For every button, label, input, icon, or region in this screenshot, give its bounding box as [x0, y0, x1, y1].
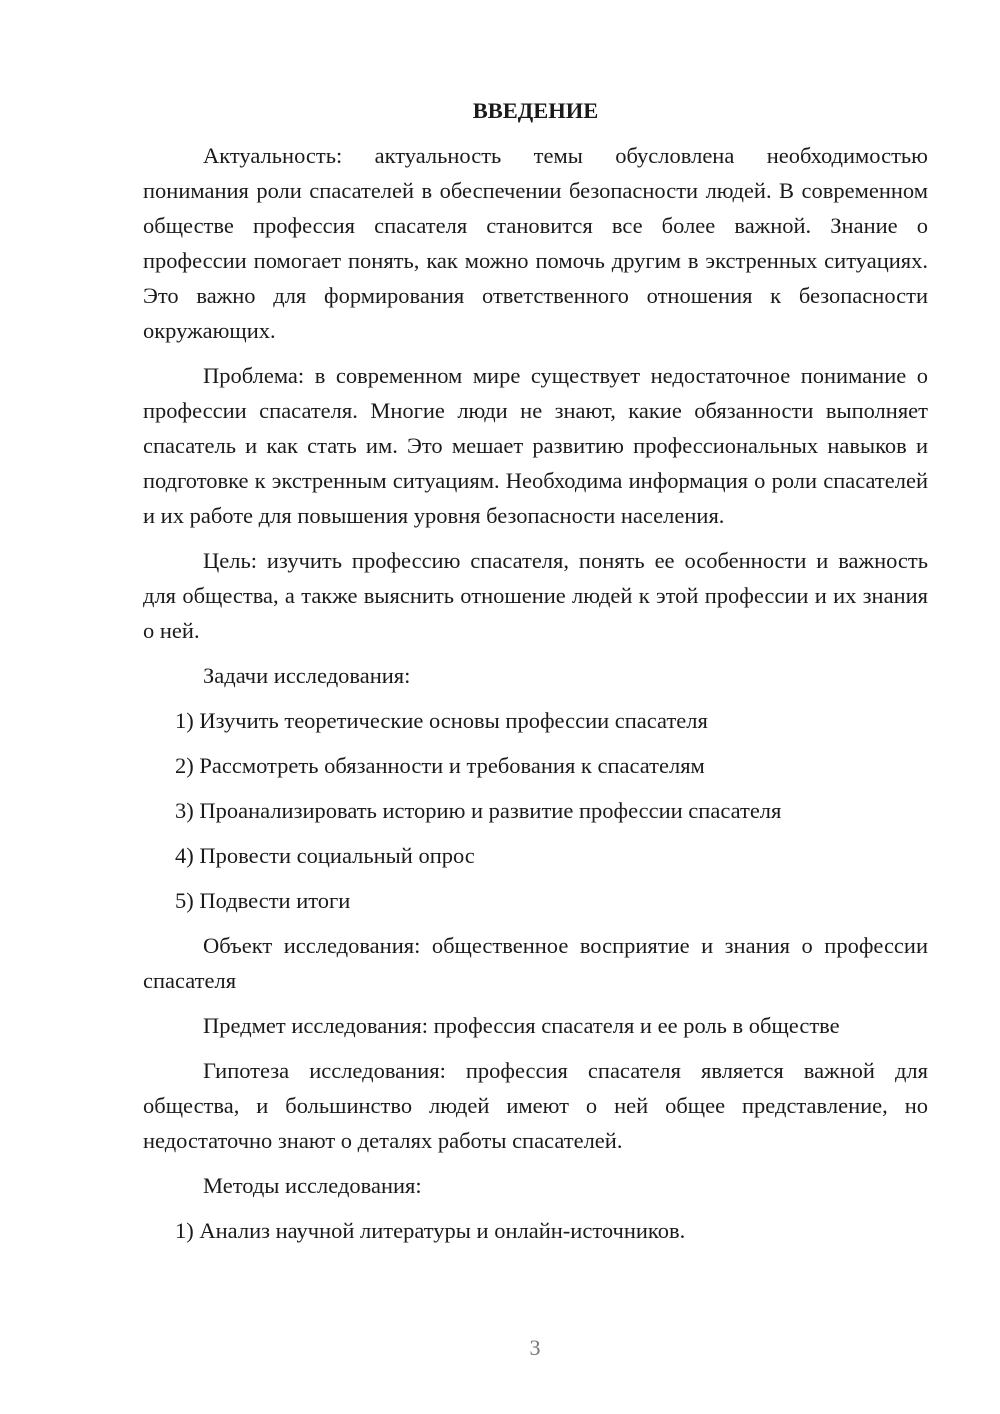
task-list-item: 1) Изучить теоретические основы профессии спасателя: [175, 708, 708, 733]
methods-title: Методы исследования:: [203, 1173, 422, 1198]
tasks-title: Задачи исследования:: [203, 663, 411, 688]
relevance-paragraph: Актуальность: актуальность темы обусловлена необходимостью понимания роли спасателей в обеспечении безопасности людей. В современном обществе профессия спасателя становится все более важной. Знание о профессии помогает понять, как можно помочь другим в экстренных ситуациях. Это важно для формирования ответственного отношения к безопасности окружающих.: [143, 143, 928, 343]
subject-paragraph: Предмет исследования: профессия спасателя и ее роль в обществе: [203, 1013, 840, 1038]
goal-paragraph: Цель: изучить профессию спасателя, понять ее особенности и важность для общества, а также выяснить отношение людей к этой профессии и их знания о ней.: [143, 548, 928, 643]
method-list-item: 1) Анализ научной литературы и онлайн-источников.: [175, 1218, 686, 1243]
page-content: [143, 93, 928, 1258]
section-heading: ВВЕДЕНИЕ: [472, 98, 599, 123]
task-list-item: 3) Проанализировать историю и развитие профессии спасателя: [175, 798, 782, 823]
page-number: 3: [529, 1335, 541, 1360]
task-list-item: 2) Рассмотреть обязанности и требования к спасателям: [175, 753, 705, 778]
object-paragraph: Объект исследования: общественное восприятие и знания о профессии спасателя: [143, 933, 928, 993]
hypothesis-paragraph: Гипотеза исследования: профессия спасателя является важной для общества, и большинство людей имеют о ней общее представление, но недостаточно знают о деталях работы спасателей.: [143, 1058, 928, 1153]
task-list-item: 5) Подвести итоги: [175, 888, 351, 913]
problem-paragraph: Проблема: в современном мире существует недостаточное понимание о профессии спасателя. Многие люди не знают, какие обязанности выполняет спасатель и как стать им. Это мешает развитию профессиональных навыков и подготовке к экстренным ситуациям. Необходима информация о роли спасателей и их работе для повышения уровня безопасности населения.: [143, 363, 928, 528]
task-list-item: 4) Провести социальный опрос: [175, 843, 475, 868]
